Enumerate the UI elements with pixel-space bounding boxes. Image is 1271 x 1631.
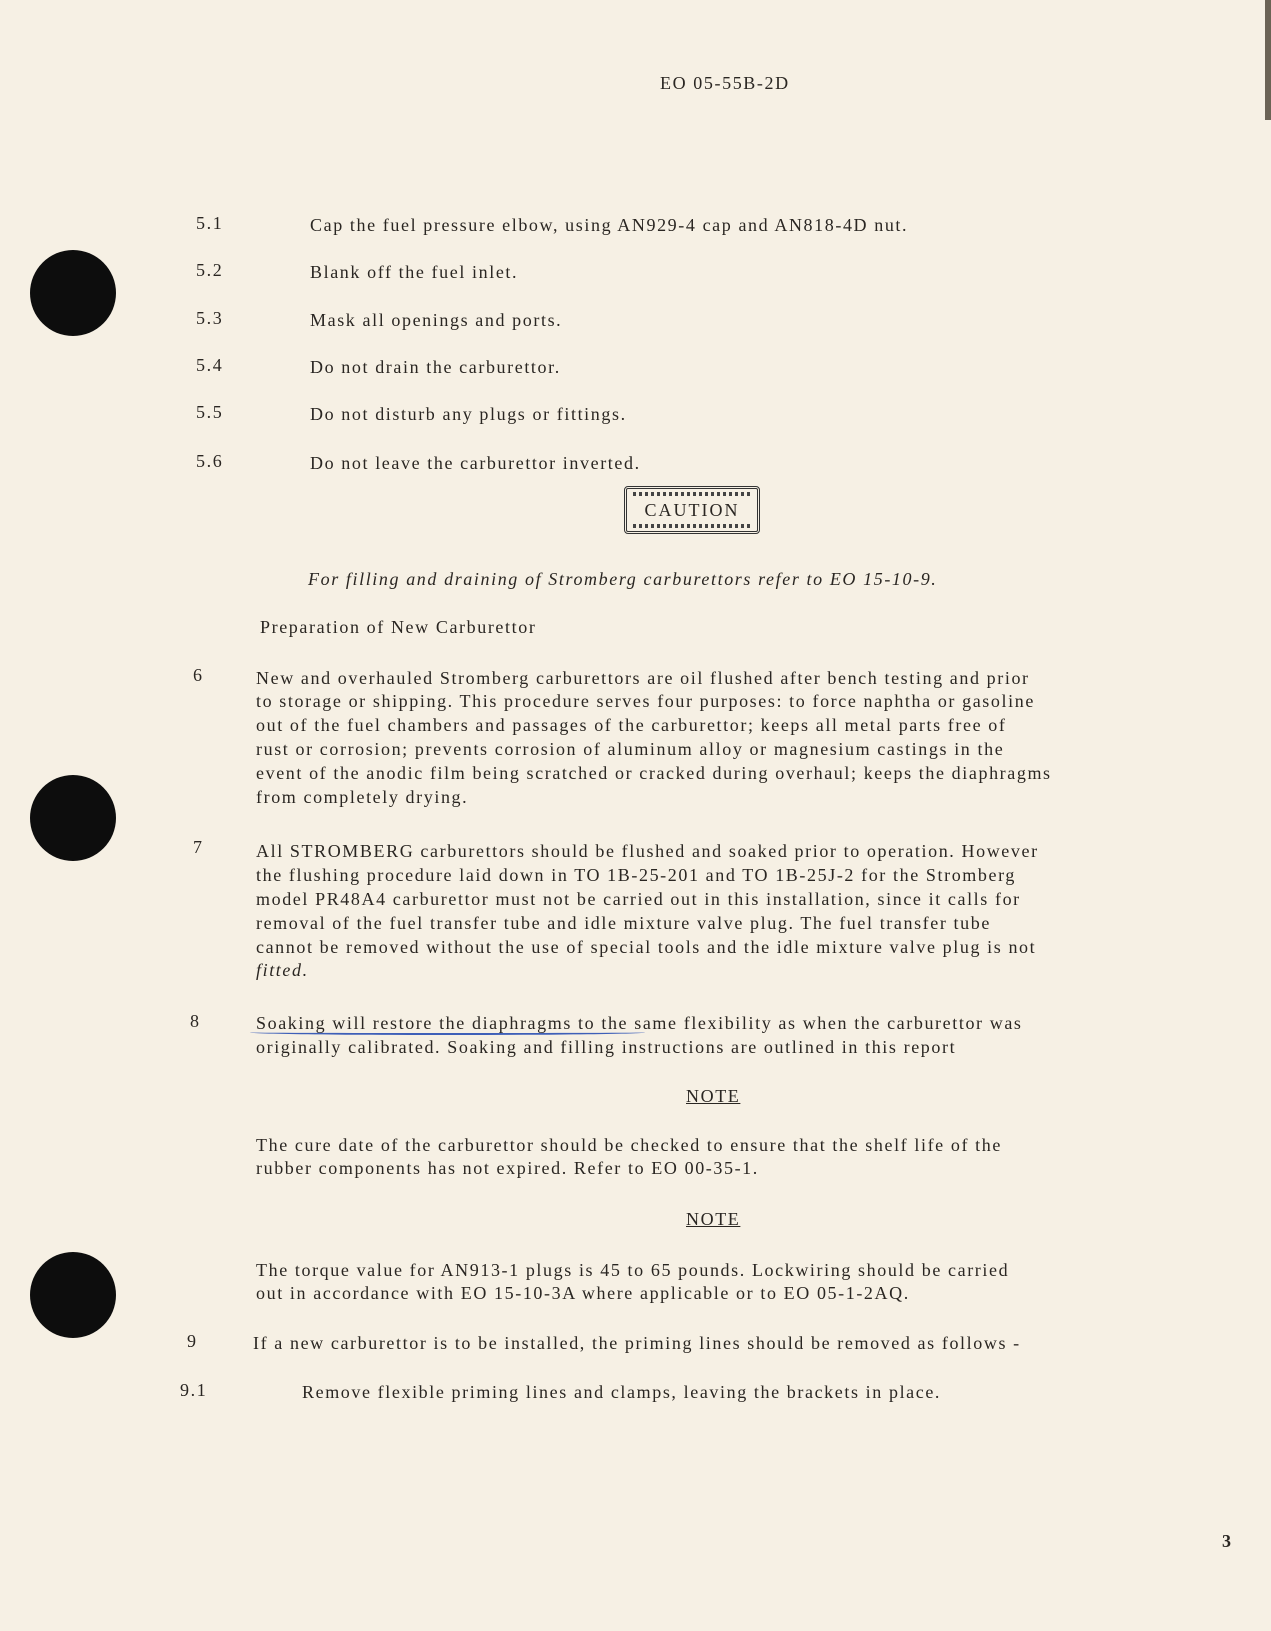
paragraph-line: All STROMBERG carburettors should be flushed and soaked prior to operation. However [256, 841, 1039, 861]
caution-box [624, 486, 760, 534]
paragraph-line: removal of the fuel transfer tube and idle mixture valve plug. The fuel transfer tube [256, 913, 991, 933]
paragraph-line: New and overhauled Stromberg carburettors are oil flushed after bench testing and prior [256, 668, 1030, 688]
step-text: Do not drain the carburettor. [310, 357, 561, 377]
paragraph-number: 8 [190, 1011, 201, 1031]
step-number: 5.6 [196, 451, 224, 471]
step-number: 5.2 [196, 260, 224, 280]
handwritten-underline [250, 1030, 645, 1035]
caution-text: For filling and draining of Stromberg carburettors refer to EO 15-10-9. [308, 569, 938, 589]
step-number: 5.5 [196, 402, 224, 422]
document-id: EO 05-55B-2D [660, 73, 790, 93]
paragraph-line: event of the anodic film being scratched or cracked during overhaul; keeps the diaphragms [256, 763, 1052, 783]
step-number: 5.4 [196, 355, 224, 375]
paragraph-line: to storage or shipping. This procedure serves four purposes: to force naphtha or gasoline [256, 691, 1035, 711]
step-number: 5.1 [196, 213, 224, 233]
paragraph-number: 6 [193, 665, 204, 685]
punch-hole [30, 250, 116, 336]
paragraph-line: cannot be removed without the use of special tools and the idle mixture valve plug is not [256, 937, 1037, 957]
step-text: Blank off the fuel inlet. [310, 262, 519, 282]
paragraph-number: 7 [193, 837, 204, 857]
paragraph-line: Soaking will restore the diaphragms to the same flexibility as when the carburettor was [256, 1013, 1023, 1033]
step-text: Cap the fuel pressure elbow, using AN929-4 cap and AN818-4D nut. [310, 215, 909, 235]
step-number: 5.3 [196, 308, 224, 328]
note-line: rubber components has not expired. Refer to EO 00-35-1. [256, 1158, 759, 1178]
paragraph-line: from completely drying. [256, 787, 469, 807]
paragraph-line: model PR48A4 carburettor must not be carried out in this installation, since it calls for [256, 889, 1021, 909]
punch-hole [30, 775, 116, 861]
step-text: Mask all openings and ports. [310, 310, 563, 330]
paragraph-line: the flushing procedure laid down in TO 1B-25-201 and TO 1B-25J-2 for the Stromberg [256, 865, 1016, 885]
paragraph-line: If a new carburettor is to be installed, the priming lines should be removed as follows - [253, 1333, 1021, 1353]
note-line: The cure date of the carburettor should be checked to ensure that the shelf life of the [256, 1135, 1002, 1155]
note-line: The torque value for AN913-1 plugs is 45 to 65 pounds. Lockwiring should be carried [256, 1260, 1010, 1280]
step-text: Do not disturb any plugs or fittings. [310, 404, 627, 424]
step-text: Do not leave the carburettor inverted. [310, 453, 641, 473]
paragraph-line: originally calibrated. Soaking and filling instructions are outlined in this report [256, 1037, 957, 1057]
note-label: NOTE [686, 1209, 741, 1229]
paragraph-line: rust or corrosion; prevents corrosion of aluminum alloy or magnesium castings in the [256, 739, 1005, 759]
paragraph-line: out of the fuel chambers and passages of the carburettor; keeps all metal parts free of [256, 715, 1007, 735]
note-label: NOTE [686, 1086, 741, 1106]
page-number: 3 [1222, 1531, 1233, 1551]
caution-label: CAUTION [644, 499, 740, 520]
note-line: out in accordance with EO 15-10-3A where applicable or to EO 05-1-2AQ. [256, 1283, 910, 1303]
punch-hole [30, 1252, 116, 1338]
paragraph-line: fitted. [256, 960, 309, 980]
section-heading: Preparation of New Carburettor [260, 617, 537, 637]
step-number: 9.1 [180, 1380, 208, 1400]
scan-edge [1265, 0, 1271, 120]
paragraph-number: 9 [187, 1331, 198, 1351]
step-text: Remove flexible priming lines and clamps, leaving the brackets in place. [302, 1382, 942, 1402]
